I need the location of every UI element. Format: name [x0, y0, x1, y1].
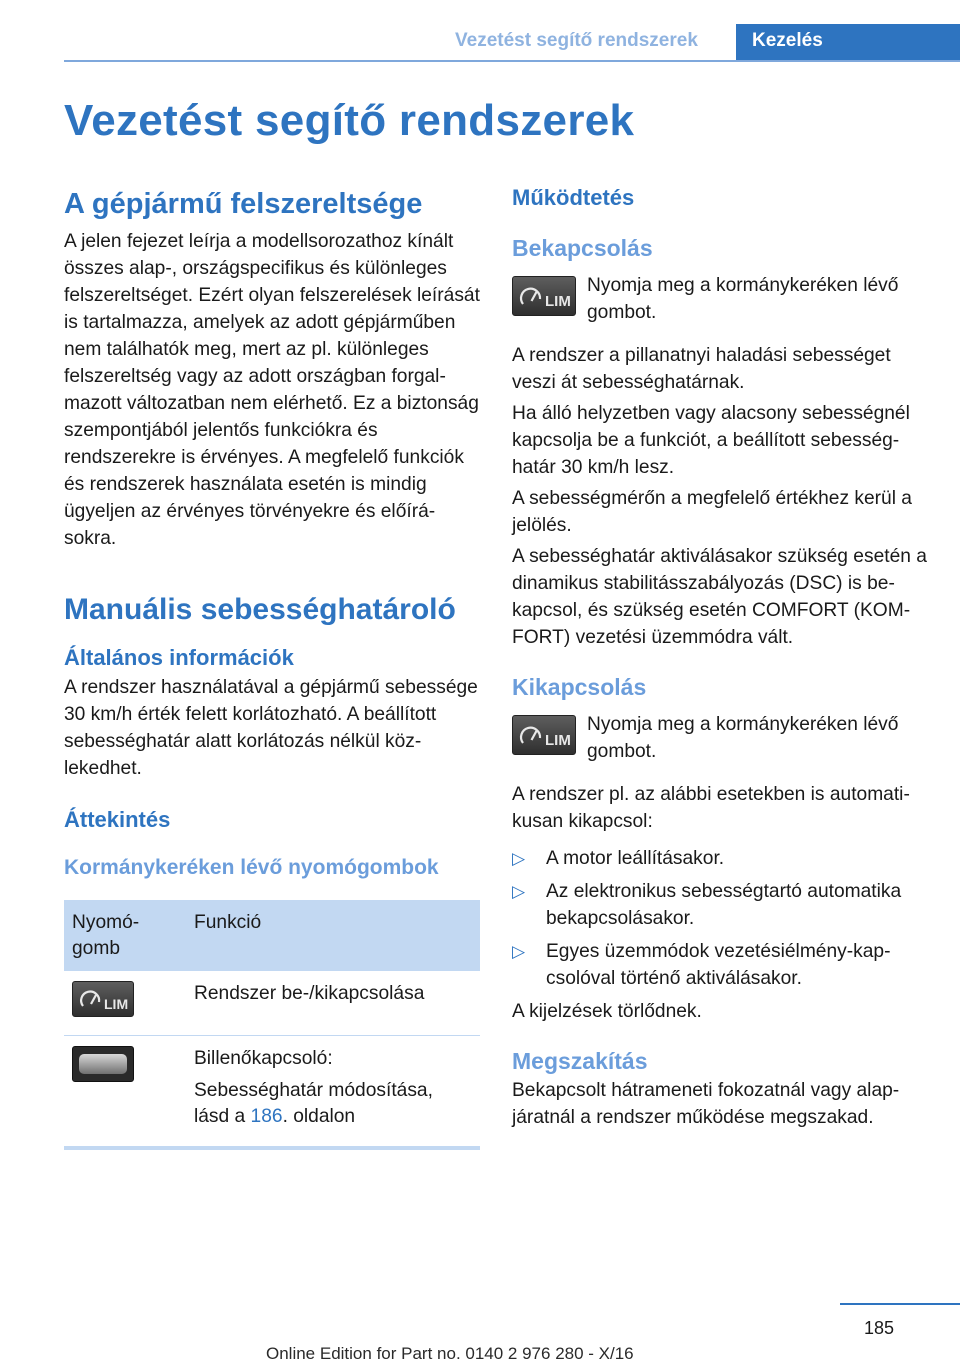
heading-general-info: Általános információk: [64, 645, 294, 670]
heading-limiter: Manuális sebességhatároló: [64, 593, 456, 626]
paragraph-on-4: A sebességhatár aktiválásakor szükség esetén a dinamikus stabilitásszabályozás (DSC) is bekapcsol, és szükség esetén COMFORT (KOMFORT) vezetési üzemmódra vált.: [512, 546, 927, 648]
heading-interruption: Megszakítás: [512, 1048, 648, 1074]
heading-switch-off: Kikapcsolás: [512, 674, 647, 700]
paragraph-equipment: A jelen fejezet leírja a modellsorozathoz kínált összes alap-, országspecifikus és különleges felszereltséget. Ezért olyan felszerelések leírását is tartalmazza, amelyek az adott gépjárműben nem találhatók meg, mert az pl. különleges felszereltség vagy az adott országban forgalmazott változatban nem elérhető. Ez a biztonság szempontjából jelentős funkciókra és rendszerekre is érvényes. A megfelelő funkciók és rendszerek használata esetén is mindig ügyeljen az érvényes törvényekre és előírásokra.: [64, 231, 480, 549]
rocker-switch-icon: [72, 1046, 134, 1082]
paragraph-on-1: A rendszer a pillanatnyi haladási sebességet veszi át sebességhatárnak.: [512, 345, 891, 393]
paragraph-on-3: A sebességmérőn a megfelelő értékhez kerül a jelölés.: [512, 488, 912, 536]
switch-off-instruction: [512, 711, 930, 765]
table-row: [64, 1036, 480, 1149]
table-row: [64, 971, 480, 1036]
paragraph-general-info: A rendszer használatával a gépjármű sebessége 30 km/h érték felett korlátozható. A beállított sebességhatár alatt korlátozás nélkül közlekedhet.: [64, 677, 478, 779]
paragraph-off-2: A kijelzések törlődnek.: [512, 1001, 702, 1022]
triangle-bullet-icon: ▷: [512, 882, 526, 901]
left-column: [64, 180, 480, 1150]
heading-equipment: A gépjármű felszereltsége: [64, 188, 423, 220]
footer-edition: Online Edition for Part no. 0140 2 976 280 - X/16: [266, 1344, 634, 1363]
right-column: [512, 180, 930, 1131]
svg-text:LIM: LIM: [545, 293, 571, 310]
triangle-bullet-icon: ▷: [512, 942, 526, 961]
paragraph-interruption: Bekapcsolt hátrameneti fokozatnál vagy alapjáratnál a rendszer működése megszakad.: [512, 1080, 900, 1128]
list-item: ▷ Egyes üzemmódok vezetésiélmény-kapcsolóval történő aktiválásakor.: [512, 938, 930, 992]
running-header-tab: Kezelés: [736, 24, 960, 61]
buttons-table: [64, 900, 480, 1150]
heading-operation: Működtetés: [512, 185, 635, 210]
heading-overview: Áttekintés: [64, 807, 171, 832]
page-title: Vezetést segítő rendszerek: [64, 96, 635, 145]
function-text: Sebességhatár módosítása, lásd a: [194, 1080, 433, 1127]
lim-button-icon: [512, 276, 576, 316]
auto-off-list: [512, 845, 930, 992]
paragraph-press-button: Nyomja meg a kormánykeréken lévő gombot.: [587, 275, 899, 323]
paragraph-press-button: Nyomja meg a kormánykeréken lévő gombot.: [587, 714, 899, 762]
list-item: ▷ A motor leállításakor.: [512, 845, 930, 872]
lim-button-icon: [72, 981, 134, 1017]
list-item: ▷ Az elektronikus sebességtartó automatika bekapcsolásakor.: [512, 878, 930, 932]
triangle-bullet-icon: ▷: [512, 849, 526, 868]
table-header-row: [64, 900, 480, 971]
header-rule: [64, 60, 960, 62]
svg-text:LIM: LIM: [104, 996, 129, 1012]
paragraph-off-1: A rendszer pl. az alábbi esetekben is automatikusan kikapcsol:: [512, 784, 910, 832]
footer-rule: [840, 1303, 960, 1305]
paragraph-on-2: Ha álló helyzetben vagy alacsony sebességnél kapcsolja be a funkciót, a beállított sebességhatár 30 km/h lesz.: [512, 403, 910, 478]
page-number: 185: [864, 1318, 895, 1338]
lim-button-icon: [512, 715, 576, 755]
heading-steering-buttons: Kormánykeréken lévő nyomógombok: [64, 856, 439, 879]
table-header-function: Funkció: [186, 900, 480, 971]
page-reference-link[interactable]: 186: [250, 1106, 283, 1127]
heading-switch-on: Bekapcsolás: [512, 235, 653, 261]
table-header-button: Nyomó-gomb: [64, 900, 186, 971]
switch-on-instruction: [512, 272, 930, 326]
table-cell-function: Billenőkapcsoló:: [194, 1048, 333, 1069]
svg-text:LIM: LIM: [545, 732, 571, 749]
table-cell-function: Rendszer be-/kikapcsolása: [186, 971, 480, 1036]
function-text-suffix: . oldalon: [282, 1106, 356, 1127]
running-header-section: Vezetést segítő rendszerek: [455, 30, 698, 51]
